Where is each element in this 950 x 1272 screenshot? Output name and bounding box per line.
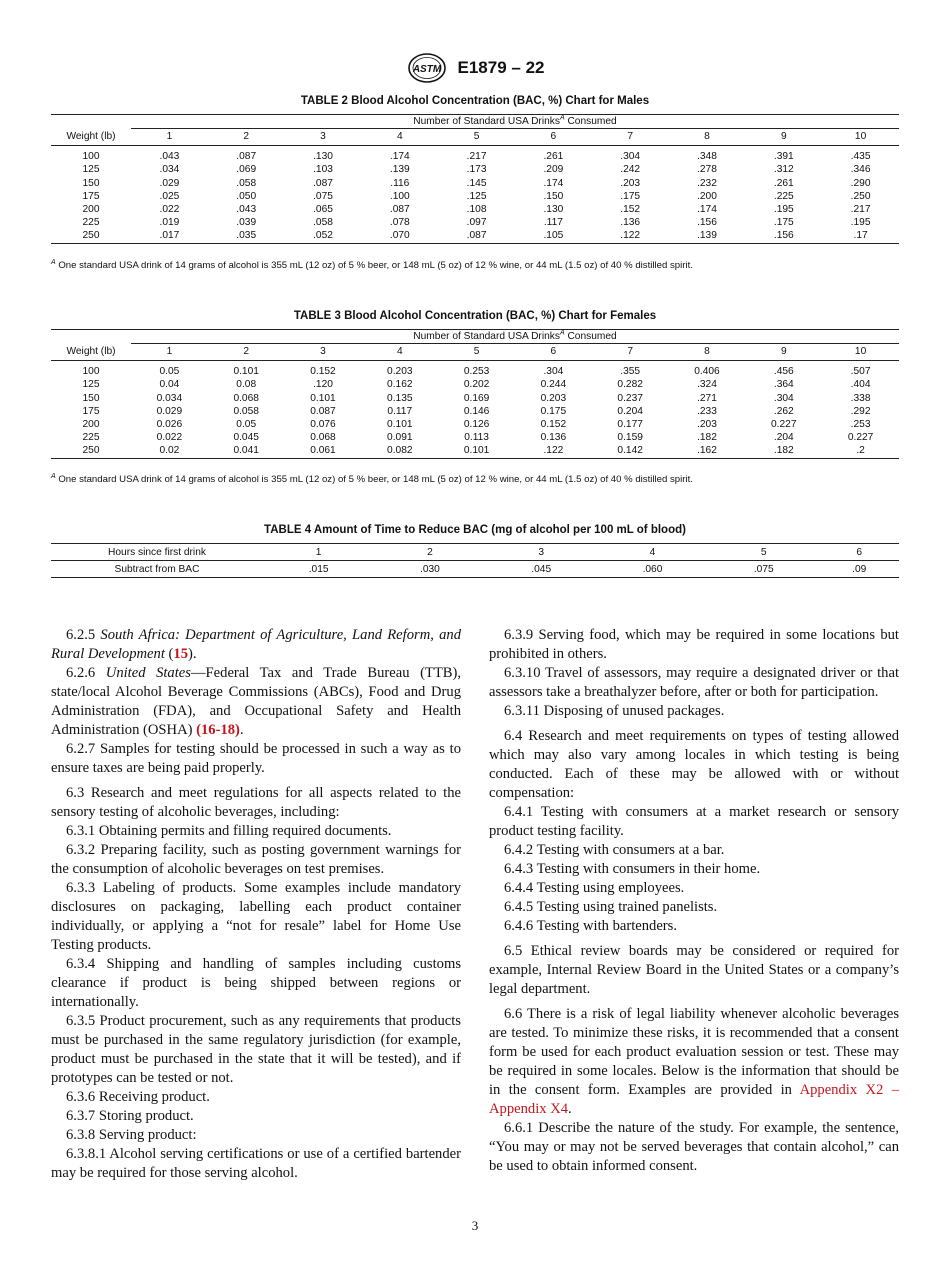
ref-15[interactable]: 15	[173, 646, 188, 662]
column-header: 4	[361, 344, 438, 361]
table-row	[51, 361, 899, 379]
table-row	[51, 444, 899, 458]
bac-cell: .2	[822, 444, 899, 458]
bac-cell: .156	[697, 217, 717, 229]
para-6-3-8: 6.3.8 Serving product:	[66, 1127, 197, 1143]
bac-cell: .152	[620, 204, 641, 216]
table3-span-header: Number of Standard USA Drinks$^A$ Consumed	[131, 330, 899, 344]
bac-cell: 0.05	[236, 419, 257, 431]
bac-cell: .058	[313, 217, 333, 229]
bac-cell: 0.126	[463, 419, 490, 431]
column-header: 2	[208, 129, 285, 146]
bac-cell: .078	[389, 217, 410, 229]
para-6-3-4: 6.3.4 Shipping and handling of samples including customs clearance if product is being shipped between regions or internationally.	[51, 956, 461, 1010]
bac-cell: .182	[745, 444, 822, 458]
para-6-3-7: 6.3.7 Storing product.	[66, 1108, 194, 1124]
bac-cell: .195	[850, 217, 871, 229]
bac-cell: .346	[850, 164, 871, 176]
bac-cell: .130	[543, 204, 564, 216]
weight-cell: 200	[82, 204, 100, 216]
column-header: 8	[669, 344, 746, 361]
bac-cell: .075	[313, 190, 333, 202]
bac-cell: .103	[313, 164, 333, 176]
bac-cell: 0.058	[233, 405, 259, 417]
column-header: 4	[361, 129, 438, 146]
bac-cell: 0.227	[847, 432, 874, 444]
bac-cell: 0.152	[310, 366, 336, 378]
weight-header: Weight (lb)	[51, 129, 131, 146]
table4-cell: .015	[263, 561, 374, 578]
para-6-3-6: 6.3.6 Receiving product.	[66, 1089, 210, 1105]
bac-cell: .087	[313, 177, 333, 189]
column-header: 10	[822, 129, 899, 146]
appendix-link[interactable]: Appendix X2 – Appendix X4	[489, 1082, 899, 1117]
bac-cell: 0.142	[592, 444, 669, 458]
bac-cell: .019	[159, 217, 180, 229]
para-6-4-3: 6.4.3 Testing with consumers in their home.	[504, 861, 761, 877]
bac-cell: .200	[697, 190, 717, 202]
weight-cell: 175	[82, 405, 100, 417]
table3-footnote: $^A$ One standard USA drink of 14 grams of alcohol is 355 mL (12 oz) of 5 % beer, or 148 mL (5 oz) of 12 % wine, or 44 mL (1.5 oz) of 40 % distilled spirit.	[51, 472, 693, 485]
column-header: 3	[285, 129, 362, 146]
weight-header: Weight (lb)	[51, 344, 131, 361]
bac-cell: .087	[236, 151, 257, 163]
bac-cell: .290	[850, 177, 871, 189]
bac-cell: 0.203	[540, 392, 567, 404]
bac-cell: .204	[773, 432, 794, 444]
bac-cell: .242	[620, 164, 641, 176]
bac-cell: .507	[850, 366, 871, 378]
para-6-3-5: 6.3.5 Product procurement, such as any requirements that products must be purchased in the same regulatory jurisdiction (for example, product must be purchased in the state that it will be tested), and if prototypes can be tested or not.	[51, 1013, 461, 1086]
para-6-3-11: 6.3.11 Disposing of unused packages.	[504, 703, 725, 719]
weight-cell: 100	[82, 151, 100, 163]
bac-cell: .097	[466, 217, 487, 229]
bac-cell: 0.135	[387, 392, 413, 404]
bac-cell: .035	[208, 229, 285, 243]
bac-cell: .065	[313, 204, 333, 216]
weight-cell: 125	[82, 164, 100, 176]
bac-cell: 0.061	[285, 444, 362, 458]
bac-cell: .232	[697, 177, 717, 189]
bac-cell: 0.202	[463, 379, 490, 391]
bac-cell: .125	[466, 190, 487, 202]
bac-cell: .025	[159, 190, 180, 202]
column-header: 9	[745, 129, 822, 146]
bac-cell: .050	[236, 190, 257, 202]
bac-cell: .348	[697, 151, 717, 163]
table-row	[51, 378, 899, 391]
bac-cell: 0.05	[159, 366, 180, 378]
para-6-2-7: 6.2.7 Samples for testing should be processed in such a way as to ensure taxes are being paid properly.	[51, 741, 461, 776]
para-6-3-1: 6.3.1 Obtaining permits and filling required documents.	[66, 823, 392, 839]
bac-cell: .195	[773, 204, 794, 216]
bac-cell: 0.162	[387, 379, 413, 391]
ref-16-18[interactable]: (16-18)	[196, 722, 240, 738]
bac-cell: .304	[620, 151, 641, 163]
table4-cell: .060	[597, 561, 708, 578]
column-header: 9	[745, 344, 822, 361]
table-row	[51, 146, 899, 164]
para-6-2-5: 6.2.5 South Africa: Department of Agriculture, Land Reform, and Rural Development (15).	[51, 627, 461, 662]
weight-cell: 150	[82, 392, 100, 404]
column-header: 8	[669, 129, 746, 146]
bac-cell: .271	[697, 392, 717, 404]
bac-cell: 0.04	[159, 379, 180, 391]
table2-span-header: Number of Standard USA Drinks$^A$ Consumed	[131, 115, 899, 129]
column-header: 10	[822, 344, 899, 361]
bac-cell: 0.237	[617, 392, 643, 404]
column-header: 7	[592, 344, 669, 361]
bac-cell: .130	[313, 151, 333, 163]
bac-cell: .017	[131, 229, 208, 243]
para-6-6-1: 6.6.1 Describe the nature of the study. For example, the sentence, “You may or may not be served beverages that contain alcohol,” can be used to obtain informed consent.	[489, 1120, 899, 1174]
bac-cell: 0.406	[694, 366, 720, 378]
bac-cell: .162	[669, 444, 746, 458]
bac-cell: 0.177	[617, 419, 643, 431]
bac-cell: .069	[236, 164, 257, 176]
bac-cell: .174	[697, 204, 717, 216]
para-6-5: 6.5 Ethical review boards may be considered or required for example, Internal Review Board in the United States or a company’s legal department.	[489, 943, 899, 997]
table-row	[51, 190, 899, 203]
bac-cell: .174	[389, 151, 410, 163]
column-header: 6	[515, 344, 592, 361]
bac-cell: 0.152	[540, 419, 567, 431]
column-header: 6	[515, 129, 592, 146]
table4-cell: 5	[708, 544, 819, 561]
weight-cell: 125	[82, 379, 100, 391]
bac-cell: 0.034	[156, 392, 183, 404]
bac-cell: .108	[466, 204, 487, 216]
para-6-6: 6.6 There is a risk of legal liability whenever alcoholic beverages are tested. To minimize these risks, it is recommended that a consent form be used for each product evaluation session or test. These may be required in some locales. Below is the information that should be in the consent form. Examples are provided in Appendix X2 – Appendix X4.	[489, 1006, 899, 1117]
bac-cell: 0.08	[236, 379, 257, 391]
bac-cell: 0.282	[617, 379, 643, 391]
table4-cell: .030	[374, 561, 485, 578]
bac-cell: .136	[620, 217, 641, 229]
bac-cell: .250	[850, 190, 871, 202]
bac-cell: 0.041	[208, 444, 285, 458]
weight-cell: 250	[51, 444, 131, 458]
bac-cell: .105	[515, 229, 592, 243]
bac-cell: .304	[773, 392, 794, 404]
bac-cell: .100	[389, 190, 410, 202]
weight-cell: 100	[82, 366, 100, 378]
bac-cell: .261	[543, 151, 564, 163]
table-row	[51, 203, 899, 216]
bac-cell: .292	[850, 405, 871, 417]
para-6-3-10: 6.3.10 Travel of assessors, may require a designated driver or that assessors take a breathalyzer before, after or both for participation.	[489, 665, 899, 700]
bac-cell: .043	[159, 151, 180, 163]
bac-cell: .139	[389, 164, 410, 176]
table-row	[51, 418, 899, 431]
bac-cell: .070	[361, 229, 438, 243]
table4-cell: .09	[819, 561, 899, 578]
para-6-4-4: 6.4.4 Testing using employees.	[504, 880, 685, 896]
table-row	[51, 229, 899, 243]
bac-cell: .145	[466, 177, 487, 189]
para-6-4: 6.4 Research and meet requirements on types of testing allowed which may also vary among locales in which testing is being conducted. Each of these may be allowed with or without compensation:	[489, 728, 899, 801]
logo-text: ASTM	[412, 64, 441, 75]
weight-cell: 150	[82, 177, 100, 189]
bac-cell: .456	[773, 366, 794, 378]
bac-cell: .173	[466, 164, 487, 176]
bac-cell: .122	[515, 444, 592, 458]
bac-cell: 0.203	[387, 366, 413, 378]
column-header: 1	[131, 344, 208, 361]
bac-cell: .087	[389, 204, 410, 216]
bac-cell: 0.113	[464, 432, 489, 444]
table-row	[51, 405, 899, 418]
para-6-3-2: 6.3.2 Preparing facility, such as posting government warnings for the consumption of alcoholic beverages on test premises.	[51, 842, 461, 877]
para-6-2-6: 6.2.6 United States—Federal Tax and Trade Bureau (TTB), state/local Alcohol Beverage Commissions (ABCs), Food and Drug Administration (FDA), and Occupational Safety and Health Administration (OSHA) (16-18).	[51, 665, 462, 738]
para-6-4-5: 6.4.5 Testing using trained panelists.	[504, 899, 718, 915]
document-designation: E1879 – 22	[457, 58, 545, 77]
bac-cell: .174	[543, 177, 564, 189]
table-row	[51, 431, 899, 444]
weight-cell: 250	[51, 229, 131, 243]
bac-cell: .182	[697, 432, 717, 444]
table-row	[51, 177, 899, 190]
bac-cell: .203	[697, 419, 717, 431]
bac-cell: .217	[466, 151, 487, 163]
bac-cell: .278	[697, 164, 717, 176]
bac-cell: 0.076	[310, 419, 336, 431]
weight-cell: 175	[82, 190, 100, 202]
bac-cell: .404	[850, 379, 871, 391]
para-6-3-3: 6.3.3 Labeling of products. Some examples include mandatory disclosures on packaging, labelling each product container individually, or applying a “not for resale” label for Home Use Testing products.	[51, 880, 461, 953]
weight-cell: 225	[82, 217, 100, 229]
bac-cell: .139	[669, 229, 746, 243]
bac-cell: .034	[159, 164, 180, 176]
bac-cell: 0.101	[438, 444, 515, 458]
bac-cell: .324	[697, 379, 717, 391]
table4	[51, 543, 899, 578]
bac-cell: 0.068	[233, 392, 259, 404]
bac-cell: .150	[543, 190, 564, 202]
bac-cell: 0.022	[156, 432, 183, 444]
column-header: 3	[285, 344, 362, 361]
bac-cell: 0.159	[617, 432, 643, 444]
bac-cell: 0.136	[540, 432, 567, 444]
bac-cell: .052	[285, 229, 362, 243]
bac-cell: .435	[850, 151, 871, 163]
bac-cell: .116	[390, 177, 410, 189]
page-header	[0, 52, 950, 84]
bac-cell: .217	[850, 204, 871, 216]
bac-cell: .262	[773, 405, 794, 417]
bac-cell: 0.169	[463, 392, 490, 404]
table4-cell: 3	[486, 544, 597, 561]
table4-cell: .075	[708, 561, 819, 578]
bac-cell: 0.02	[131, 444, 208, 458]
table4-row-label: Hours since first drink	[51, 544, 263, 561]
bac-cell: .175	[620, 190, 641, 202]
para-6-4-6: 6.4.6 Testing with bartenders.	[504, 918, 677, 934]
table-row	[51, 163, 899, 176]
bac-cell: .253	[850, 419, 871, 431]
bac-cell: 0.244	[540, 379, 567, 391]
table3	[51, 329, 899, 459]
bac-cell: .156	[745, 229, 822, 243]
table4-cell: .045	[486, 561, 597, 578]
table2-footnote: $^A$ One standard USA drink of 14 grams of alcohol is 355 mL (12 oz) of 5 % beer, or 148 mL (5 oz) of 12 % wine, or 44 mL (1.5 oz) of 40 % distilled spirit.	[51, 258, 693, 271]
astm-logo-icon	[406, 52, 448, 84]
bac-cell: .261	[773, 177, 794, 189]
bac-cell: 0.082	[361, 444, 438, 458]
table3-caption: TABLE 3 Blood Alcohol Concentration (BAC, %) Chart for Females	[293, 310, 657, 322]
column-header: 7	[592, 129, 669, 146]
bac-cell: .304	[543, 366, 564, 378]
column-header: 5	[438, 129, 515, 146]
para-6-3-8-1: 6.3.8.1 Alcohol serving certifications or use of a certified bartender may be required for those serving alcohol.	[51, 1146, 461, 1181]
table4-cell: 4	[597, 544, 708, 561]
bac-cell: 0.068	[310, 432, 336, 444]
weight-cell: 200	[82, 419, 100, 431]
bac-cell: 0.204	[617, 405, 643, 417]
column-header: 2	[208, 344, 285, 361]
column-header: 5	[438, 344, 515, 361]
bac-cell: .029	[159, 177, 180, 189]
bac-cell: .043	[236, 204, 257, 216]
bac-cell: 0.091	[387, 432, 413, 444]
column-header: 1	[131, 129, 208, 146]
page-number: 3	[471, 1218, 479, 1233]
bac-cell: .087	[438, 229, 515, 243]
bac-cell: 0.117	[387, 405, 413, 417]
bac-cell: 0.101	[387, 419, 413, 431]
bac-cell: 0.045	[233, 432, 259, 444]
table4-cell: 2	[374, 544, 485, 561]
bac-cell: .117	[543, 217, 563, 229]
bac-cell: 0.087	[310, 405, 336, 417]
bac-cell: 0.146	[463, 405, 490, 417]
bac-cell: 0.227	[771, 419, 797, 431]
table4-row-label: Subtract from BAC	[51, 561, 263, 578]
para-6-3: 6.3 Research and meet regulations for all aspects related to the sensory testing of alcoholic beverages, including:	[51, 785, 461, 820]
bac-cell: .391	[773, 151, 794, 163]
bac-cell: .175	[773, 217, 794, 229]
table4-row-hours	[51, 544, 899, 561]
bac-cell: 0.253	[463, 366, 490, 378]
table3-header-row	[51, 344, 899, 361]
bac-cell: .17	[822, 229, 899, 243]
bac-cell: .039	[236, 217, 257, 229]
bac-cell: .355	[620, 366, 641, 378]
para-6-4-2: 6.4.2 Testing with consumers at a bar.	[504, 842, 725, 858]
bac-cell: .058	[236, 177, 257, 189]
bac-cell: .022	[159, 204, 180, 216]
bac-cell: .122	[592, 229, 669, 243]
bac-cell: 0.175	[540, 405, 567, 417]
bac-cell: .203	[620, 177, 641, 189]
table4-cell: 6	[819, 544, 899, 561]
right-column	[489, 626, 899, 1176]
table4-caption: TABLE 4 Amount of Time to Reduce BAC (mg of alcohol per 100 mL of blood)	[264, 524, 686, 536]
para-6-4-1: 6.4.1 Testing with consumers at a market research or sensory product testing facility.	[489, 804, 899, 839]
bac-cell: .225	[773, 190, 794, 202]
bac-cell: .312	[773, 164, 794, 176]
bac-cell: .209	[543, 164, 564, 176]
bac-cell: 0.101	[310, 392, 336, 404]
weight-cell: 225	[82, 432, 100, 444]
left-column	[51, 626, 461, 1183]
bac-cell: .120	[313, 379, 333, 391]
bac-cell: 0.026	[156, 419, 183, 431]
bac-cell: .338	[850, 392, 871, 404]
table-row	[51, 216, 899, 229]
bac-cell: 0.101	[233, 366, 259, 378]
bac-cell: .233	[697, 405, 717, 417]
table-row	[51, 392, 899, 405]
table4-row-subtract	[51, 561, 899, 578]
table2-caption: TABLE 2 Blood Alcohol Concentration (BAC, %) Chart for Males	[300, 95, 650, 107]
table2-header-row	[51, 129, 899, 146]
bac-cell: .364	[773, 379, 794, 391]
table4-cell: 1	[263, 544, 374, 561]
table2	[51, 114, 899, 244]
bac-cell: 0.029	[156, 405, 183, 417]
para-6-3-9: 6.3.9 Serving food, which may be required in some locations but prohibited in others.	[489, 627, 899, 662]
